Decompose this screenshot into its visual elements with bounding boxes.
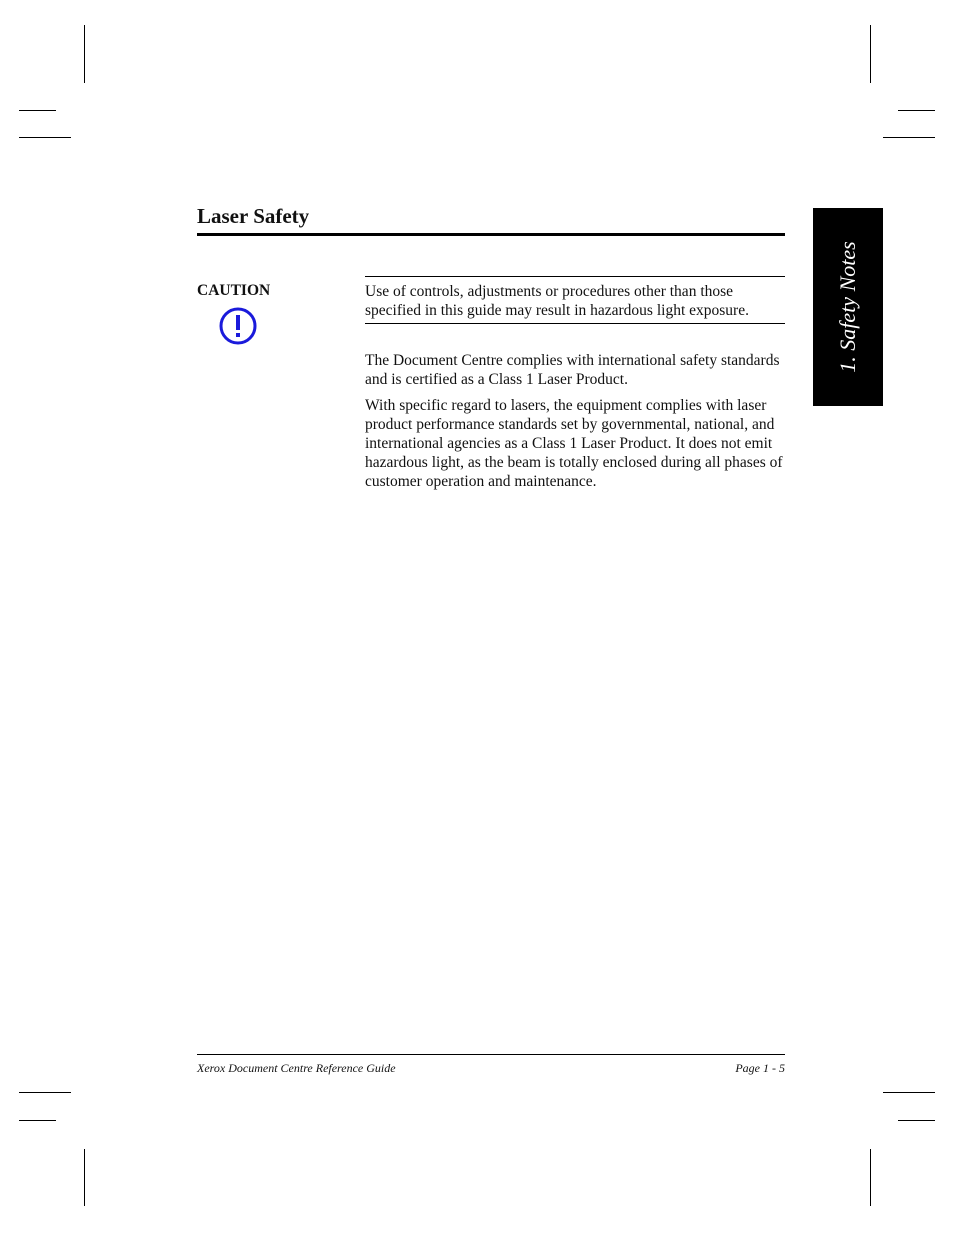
caution-top-rule <box>365 276 785 277</box>
footer-page-number: Page 1 - 5 <box>735 1061 785 1075</box>
body-paragraph: With specific regard to lasers, the equipment complies with laser product performance standards set by governmental, national, and international agencies as a Class 1 Laser Product. It does not emit hazardous light, as the beam is totally enclosed during all phases of customer operation and maintenance. <box>365 397 783 490</box>
section-title: Laser Safety <box>197 204 310 228</box>
caution-label: CAUTION <box>197 282 271 299</box>
footer-rule <box>197 1054 785 1055</box>
chapter-side-tab-label: 1. Safety Notes <box>835 241 860 373</box>
crop-mark <box>870 1149 871 1206</box>
chapter-side-tab <box>813 208 883 406</box>
body-paragraph: The Document Centre complies with international safety standards and is certified as a Class 1 Laser Product. <box>365 352 780 388</box>
crop-mark <box>898 110 935 111</box>
caution-exclamation-icon <box>219 307 257 345</box>
crop-mark <box>883 137 935 138</box>
crop-mark <box>19 110 56 111</box>
caution-bottom-rule <box>365 323 785 324</box>
footer-document-title: Xerox Document Centre Reference Guide <box>197 1061 396 1075</box>
crop-mark <box>84 25 85 83</box>
title-rule <box>197 233 785 236</box>
crop-mark <box>84 1149 85 1206</box>
caution-text: Use of controls, adjustments or procedures other than those specified in this guide may result in hazardous light exposure. <box>365 283 749 319</box>
crop-mark <box>870 25 871 83</box>
crop-mark <box>19 1120 56 1121</box>
crop-mark <box>883 1092 935 1093</box>
crop-mark <box>898 1120 935 1121</box>
crop-mark <box>19 137 71 138</box>
crop-mark <box>19 1092 71 1093</box>
